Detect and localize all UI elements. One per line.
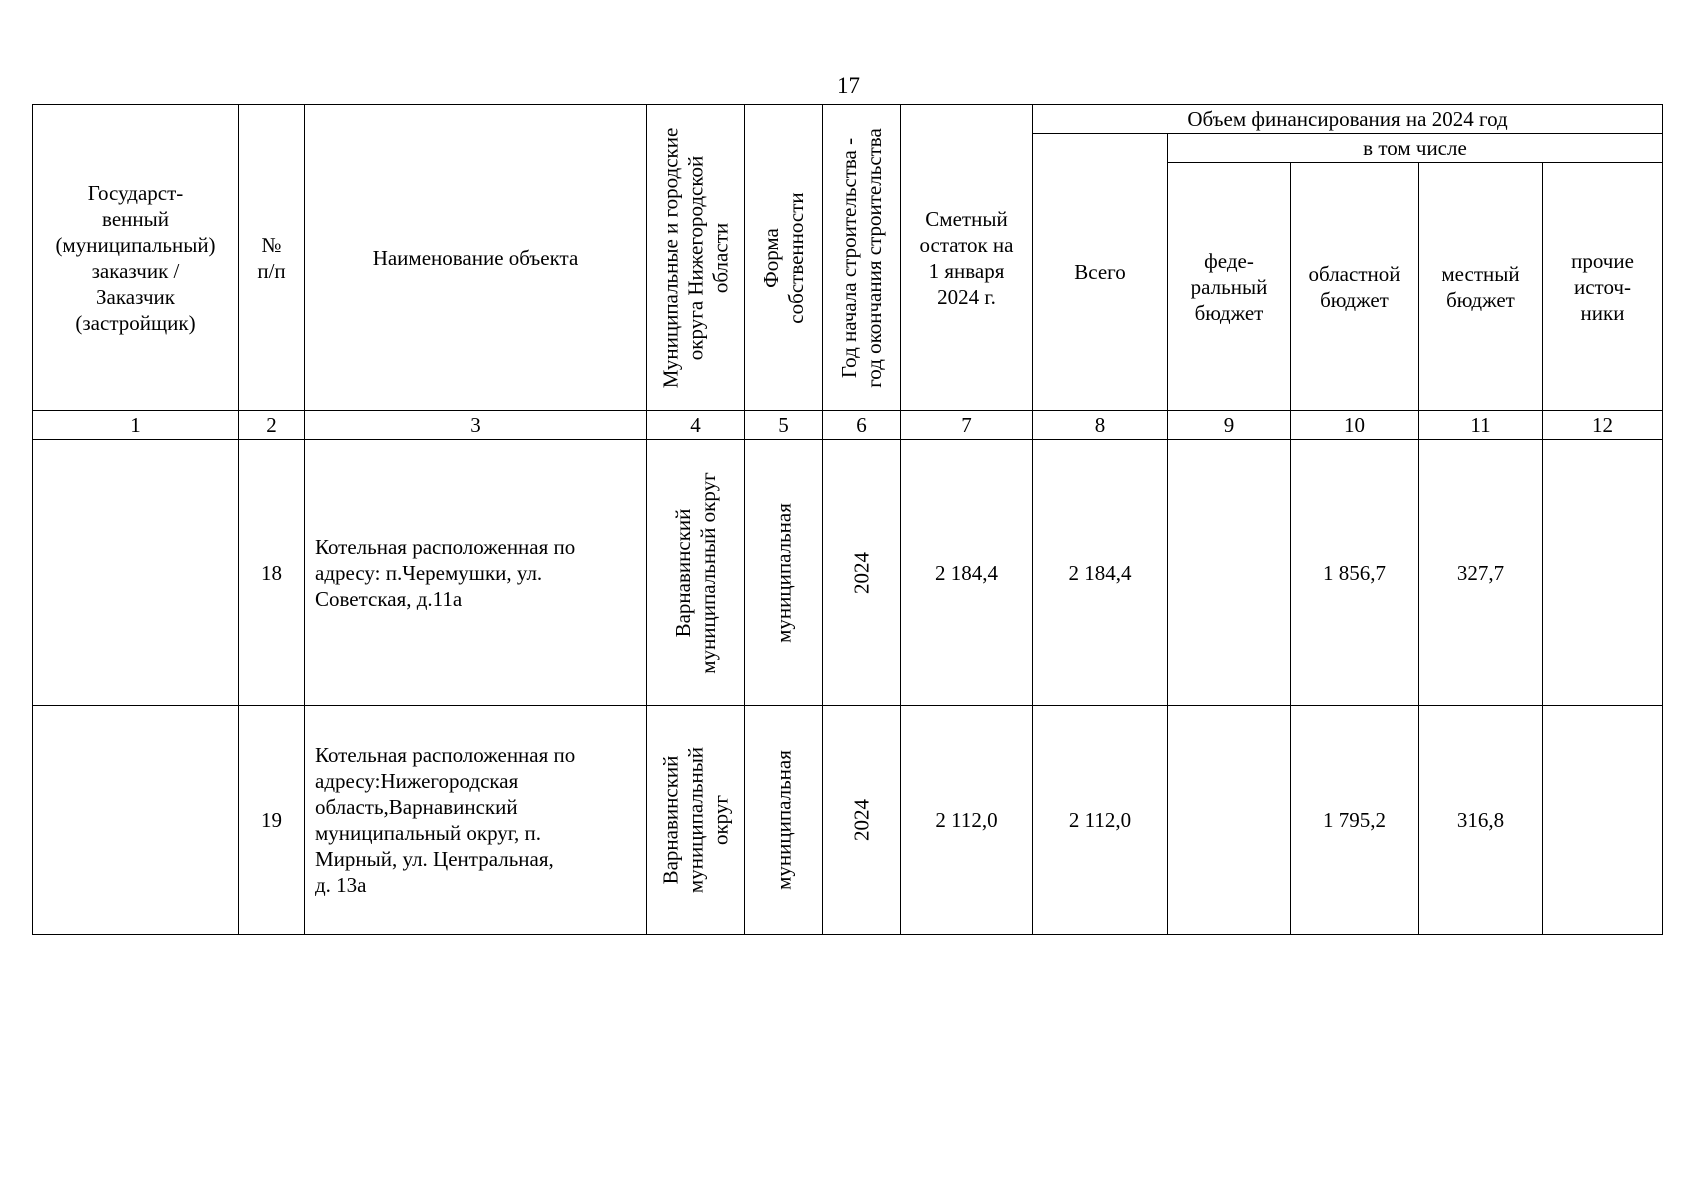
- cell-object-name: Котельная расположенная по адресу:Нижегородская область,Варнавинский муниципальный округ, п. Мирный, ул. Центральная, д. 13а: [305, 706, 647, 935]
- cell-total: 2 184,4: [1033, 440, 1168, 706]
- cell-district: Варнавинский муниципальный округ: [647, 706, 745, 935]
- header-row-number: № п/п: [239, 105, 305, 411]
- cell-ownership: муниципальная: [745, 440, 823, 706]
- header-construction-years: Год начала строительства - год окончания строительства: [823, 105, 901, 411]
- cell-object-name: Котельная расположенная по адресу: п.Черемушки, ул. Советская, д.11а: [305, 440, 647, 706]
- column-number: 4: [647, 411, 745, 440]
- header-other-sources: прочие источ- ники: [1543, 163, 1663, 411]
- table-row: [33, 440, 1663, 706]
- cell-district: Варнавинский муниципальный округ: [647, 440, 745, 706]
- cell-regional: 1 795,2: [1291, 706, 1419, 935]
- column-number: 5: [745, 411, 823, 440]
- cell-row-number: 18: [239, 440, 305, 706]
- header-regional-budget: областной бюджет: [1291, 163, 1419, 411]
- page-number: 17: [837, 73, 860, 98]
- column-number: 7: [901, 411, 1033, 440]
- table-row: [33, 706, 1663, 935]
- column-number: 2: [239, 411, 305, 440]
- header-local-budget: местный бюджет: [1419, 163, 1543, 411]
- header-total: Всего: [1033, 134, 1168, 411]
- column-number: 10: [1291, 411, 1419, 440]
- cell-local: 327,7: [1419, 440, 1543, 706]
- cell-ownership: муниципальная: [745, 706, 823, 935]
- header-ownership-form: Форма собственности: [745, 105, 823, 411]
- cell-years: 2024: [823, 706, 901, 935]
- cell-customer: [33, 706, 239, 935]
- header-object-name: Наименование объекта: [305, 105, 647, 411]
- cell-total: 2 112,0: [1033, 706, 1168, 935]
- column-number: 1: [33, 411, 239, 440]
- cell-customer: [33, 440, 239, 706]
- cell-row-number: 19: [239, 706, 305, 935]
- cell-federal: [1168, 440, 1291, 706]
- header-estimate-balance: Сметный остаток на 1 января 2024 г.: [901, 105, 1033, 411]
- header-district: Муниципальные и городские округа Нижегородской области: [647, 105, 745, 411]
- cell-regional: 1 856,7: [1291, 440, 1419, 706]
- header-customer: Государст- венный (муниципальный) заказчик / Заказчик (застройщик): [33, 105, 239, 411]
- header-federal-budget: феде- ральный бюджет: [1168, 163, 1291, 411]
- header-including: в том числе: [1168, 134, 1663, 163]
- column-number: 9: [1168, 411, 1291, 440]
- column-number: 6: [823, 411, 901, 440]
- column-number: 8: [1033, 411, 1168, 440]
- column-number-row: [33, 411, 1663, 440]
- cell-estimate: 2 112,0: [901, 706, 1033, 935]
- header-funding-group: Объем финансирования на 2024 год: [1033, 105, 1663, 134]
- column-number: 3: [305, 411, 647, 440]
- cell-estimate: 2 184,4: [901, 440, 1033, 706]
- cell-years: 2024: [823, 440, 901, 706]
- cell-federal: [1168, 706, 1291, 935]
- column-number: 11: [1419, 411, 1543, 440]
- cell-other: [1543, 440, 1663, 706]
- column-number: 12: [1543, 411, 1663, 440]
- construction-objects-table: [32, 104, 1663, 935]
- cell-local: 316,8: [1419, 706, 1543, 935]
- cell-other: [1543, 706, 1663, 935]
